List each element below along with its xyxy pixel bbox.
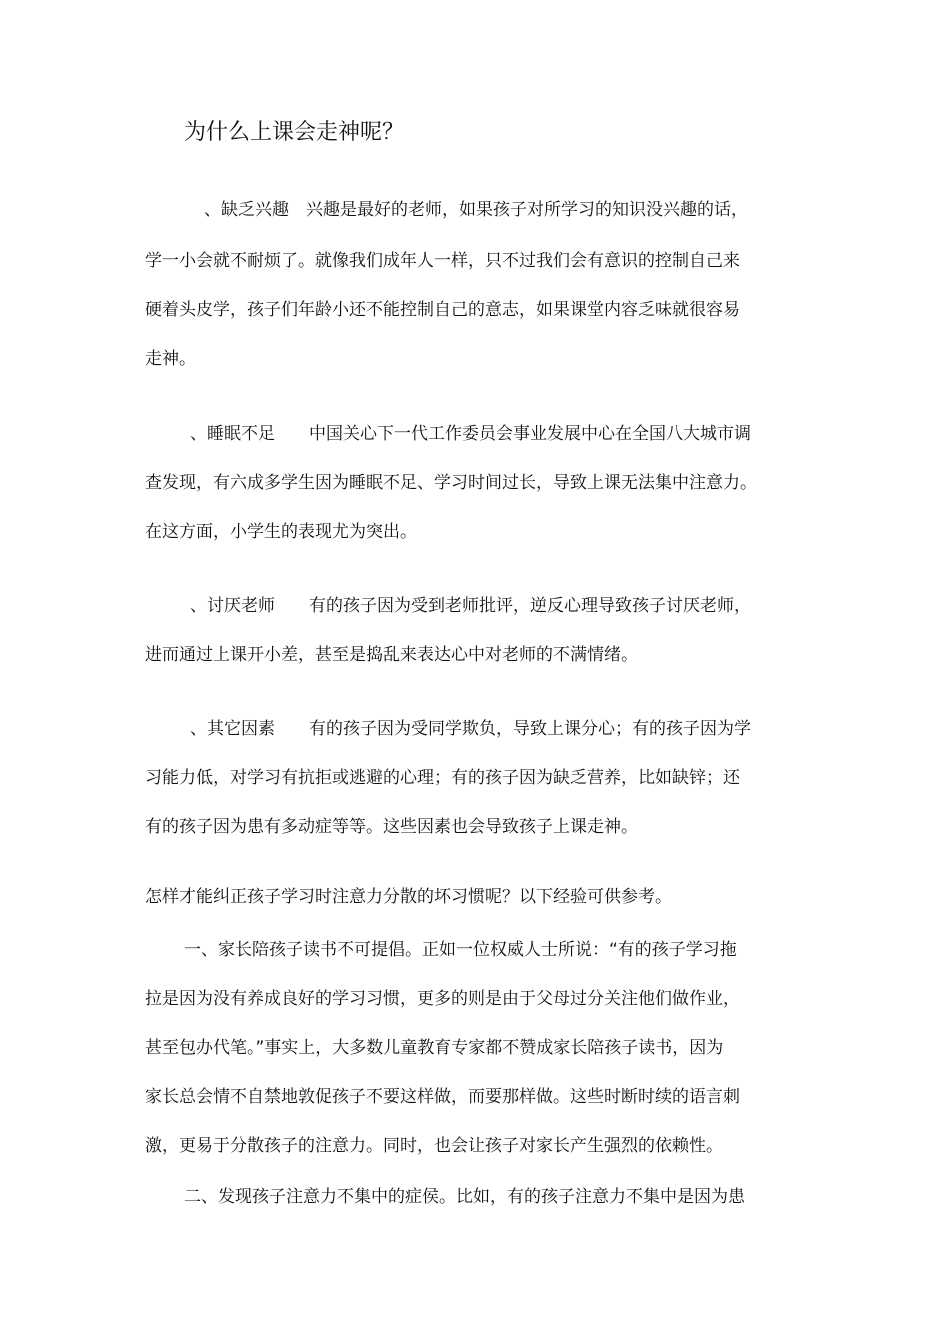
paragraph-line: 走神。 — [145, 349, 196, 369]
paragraph-line: 激，更易于分散孩子的注意力。同时，也会让孩子对家长产生强烈的依赖性。 — [145, 1136, 723, 1156]
paragraph-line: 家长总会情不自禁地敦促孩子不要这样做，而要那样做。这些时断时续的语言刺 — [145, 1087, 740, 1107]
paragraph-line: 查发现，有六成多学生因为睡眠不足、学习时间过长，导致上课无法集中注意力。 — [145, 473, 757, 493]
paragraph-line: 学一小会就不耐烦了。就像我们成年人一样，只不过我们会有意识的控制自己来 — [145, 251, 740, 271]
paragraph-line: 二、发现孩子注意力不集中的症侯。比如，有的孩子注意力不集中是因为患 — [184, 1187, 745, 1207]
paragraph-line: 拉是因为没有养成良好的学习习惯，更多的则是由于父母过分关注他们做作业， — [145, 989, 740, 1009]
paragraph-line: 、睡眠不足 中国关心下一代工作委员会事业发展中心在全国八大城市调 — [190, 424, 751, 444]
paragraph-line: 在这方面，小学生的表现尤为突出。 — [145, 522, 417, 542]
paragraph-line: 有的孩子因为患有多动症等等。这些因素也会导致孩子上课走神。 — [145, 817, 638, 837]
paragraph-line: 、讨厌老师 有的孩子因为受到老师批评，逆反心理导致孩子讨厌老师， — [190, 596, 751, 616]
paragraph-line: 进而通过上课开小差，甚至是捣乱来表达心中对老师的不满情绪。 — [145, 645, 638, 665]
paragraph-line: 、其它因素 有的孩子因为受同学欺负，导致上课分心；有的孩子因为学 — [190, 719, 751, 739]
document-title: 为什么上课会走神呢？ — [184, 120, 405, 145]
paragraph-line: 、缺乏兴趣 兴趣是最好的老师，如果孩子对所学习的知识没兴趣的话， — [204, 200, 748, 220]
paragraph-line: 硬着头皮学，孩子们年龄小还不能控制自己的意志，如果课堂内容乏味就很容易 — [145, 300, 740, 320]
paragraph-line: 习能力低，对学习有抗拒或逃避的心理；有的孩子因为缺乏营养，比如缺锌；还 — [145, 768, 740, 788]
paragraph-line: 怎样才能纠正孩子学习时注意力分散的坏习惯呢？以下经验可供参考。 — [145, 887, 672, 907]
paragraph-line: 一、家长陪孩子读书不可提倡。正如一位权威人士所说：“有的孩子学习拖 — [184, 940, 737, 960]
paragraph-line: 甚至包办代笔。”事实上，大多数儿童教育专家都不赞成家长陪孩子读书，因为 — [145, 1038, 724, 1058]
